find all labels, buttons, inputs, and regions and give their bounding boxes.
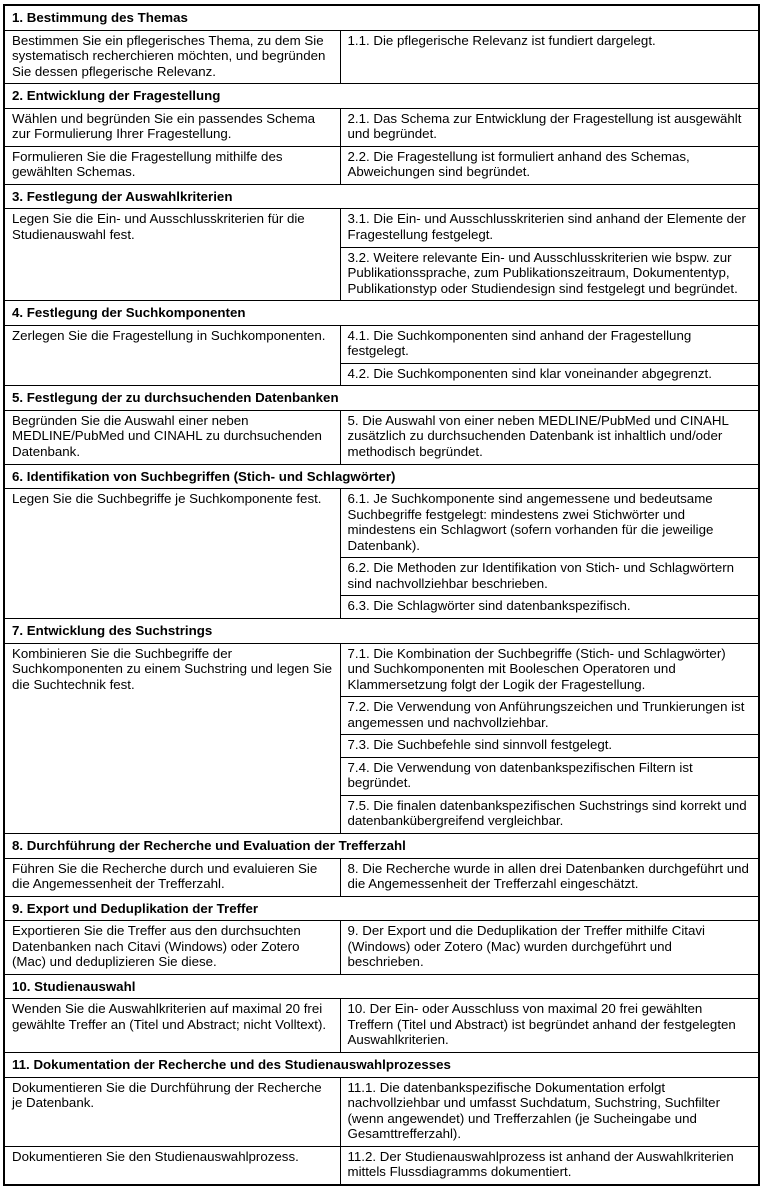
criterion-cell: 7.1. Die Kombination der Suchbegriffe (Stich- und Schlagwörter) und Suchkomponenten mit Booleschen Operatoren und Klammersetzung folgt der Logik der Fragestellung. (340, 643, 759, 697)
table-row (4, 325, 759, 363)
criterion-cell: 3.2. Weitere relevante Ein- und Ausschlusskriterien wie bspw. zur Publikationssprache, zum Publikationszeitraum, Dokumententyp, Publikationstyp oder Studiendesign sind festgelegt und begründet. (340, 247, 759, 301)
section-title: 1. Bestimmung des Themas (4, 5, 759, 30)
criterion-cell: 9. Der Export und die Deduplikation der Treffer mithilfe Citavi (Windows) oder Zotero (Mac) wurden durchgeführt und beschrieben. (340, 921, 759, 975)
criterion-cell: 6.1. Je Suchkomponente sind angemessene und bedeutsame Suchbegriffe festgelegt: mindestens zwei Stichwörter und mindestens ein Schlagwort (sofern vorhanden für die jeweilige Datenbank). (340, 489, 759, 558)
criterion-cell: 7.5. Die finalen datenbankspezifischen Suchstrings sind korrekt und datenbankübergreifend vergleichbar. (340, 795, 759, 833)
section-header-row (4, 84, 759, 109)
criterion-cell: 11.1. Die datenbankspezifische Dokumentation erfolgt nachvollziehbar und umfasst Suchdatum, Suchstring, Suchfilter (wenn angewendet) und Trefferzahlen (je Sucheingabe und Gesamttrefferzahl). (340, 1077, 759, 1146)
criterion-cell: 7.2. Die Verwendung von Anführungszeichen und Trunkierungen ist angemessen und nachvollziehbar. (340, 697, 759, 735)
section-title: 8. Durchführung der Recherche und Evaluation der Trefferzahl (4, 833, 759, 858)
section-header-row (4, 301, 759, 326)
section-header-row (4, 974, 759, 999)
criterion-cell: 10. Der Ein- oder Ausschluss von maximal 20 frei gewählten Treffern (Titel und Abstract) ist begründet anhand der festgelegten Auswahlkriterien. (340, 999, 759, 1053)
table-row (4, 489, 759, 558)
table-row (4, 858, 759, 896)
table-row (4, 209, 759, 247)
criterion-cell: 3.1. Die Ein- und Ausschlusskriterien sind anhand der Elemente der Fragestellung festgelegt. (340, 209, 759, 247)
criterion-cell: 5. Die Auswahl von einer neben MEDLINE/PubMed und CINAHL zusätzlich zu durchsuchenden Datenbank ist inhaltlich und/oder methodisch begründet. (340, 410, 759, 464)
table-row (4, 410, 759, 464)
task-cell: Bestimmen Sie ein pflegerisches Thema, zu dem Sie systematisch recherchieren möchten, und begründen Sie dessen pflegerische Relevanz. (4, 30, 340, 84)
task-cell: Dokumentieren Sie die Durchführung der Recherche je Datenbank. (4, 1077, 340, 1146)
section-title: 6. Identifikation von Suchbegriffen (Stich- und Schlagwörter) (4, 464, 759, 489)
criterion-cell: 11.2. Der Studienauswahlprozess ist anhand der Auswahlkriterien mittels Flussdiagramms dokumentiert. (340, 1146, 759, 1185)
section-title: 2. Entwicklung der Fragestellung (4, 84, 759, 109)
table-row (4, 643, 759, 697)
table-row (4, 30, 759, 84)
section-title: 9. Export und Deduplikation der Treffer (4, 896, 759, 921)
task-cell: Wenden Sie die Auswahlkriterien auf maximal 20 frei gewählte Treffer an (Titel und Abstract; nicht Volltext). (4, 999, 340, 1053)
section-title: 3. Festlegung der Auswahlkriterien (4, 184, 759, 209)
table-row (4, 146, 759, 184)
criterion-cell: 7.3. Die Suchbefehle sind sinnvoll festgelegt. (340, 735, 759, 758)
task-cell: Wählen und begründen Sie ein passendes Schema zur Formulierung Ihrer Fragestellung. (4, 108, 340, 146)
section-header-row (4, 896, 759, 921)
section-title: 7. Entwicklung des Suchstrings (4, 618, 759, 643)
task-cell: Formulieren Sie die Fragestellung mithilfe des gewählten Schemas. (4, 146, 340, 184)
task-cell: Zerlegen Sie die Fragestellung in Suchkomponenten. (4, 325, 340, 386)
table-row (4, 1077, 759, 1146)
section-header-row (4, 1052, 759, 1077)
section-header-row (4, 184, 759, 209)
section-header-row (4, 464, 759, 489)
section-header-row (4, 386, 759, 411)
criterion-cell: 7.4. Die Verwendung von datenbankspezifischen Filtern ist begründet. (340, 757, 759, 795)
criterion-cell: 4.2. Die Suchkomponenten sind klar voneinander abgegrenzt. (340, 363, 759, 386)
table-row (4, 108, 759, 146)
criterion-cell: 6.3. Die Schlagwörter sind datenbankspezifisch. (340, 596, 759, 619)
task-cell: Führen Sie die Recherche durch und evaluieren Sie die Angemessenheit der Trefferzahl. (4, 858, 340, 896)
criterion-cell: 2.1. Das Schema zur Entwicklung der Fragestellung ist ausgewählt und begründet. (340, 108, 759, 146)
table-row (4, 921, 759, 975)
criterion-cell: 8. Die Recherche wurde in allen drei Datenbanken durchgeführt und die Angemessenheit der Trefferzahl eingeschätzt. (340, 858, 759, 896)
section-header-row (4, 5, 759, 30)
section-header-row (4, 833, 759, 858)
criterion-cell: 4.1. Die Suchkomponenten sind anhand der Fragestellung festgelegt. (340, 325, 759, 363)
criterion-cell: 6.2. Die Methoden zur Identifikation von Stich- und Schlagwörtern sind nachvollziehbar beschrieben. (340, 558, 759, 596)
task-cell: Kombinieren Sie die Suchbegriffe der Suchkomponenten zu einem Suchstring und legen Sie die Suchtechnik fest. (4, 643, 340, 833)
task-cell: Begründen Sie die Auswahl einer neben MEDLINE/PubMed und CINAHL zu durchsuchenden Datenbank. (4, 410, 340, 464)
task-cell: Dokumentieren Sie den Studienauswahlprozess. (4, 1146, 340, 1185)
task-cell: Legen Sie die Suchbegriffe je Suchkomponente fest. (4, 489, 340, 619)
section-title: 10. Studienauswahl (4, 974, 759, 999)
section-header-row (4, 618, 759, 643)
section-title: 4. Festlegung der Suchkomponenten (4, 301, 759, 326)
section-title: 5. Festlegung der zu durchsuchenden Datenbanken (4, 386, 759, 411)
task-cell: Exportieren Sie die Treffer aus den durchsuchten Datenbanken nach Citavi (Windows) oder Zotero (Mac) und deduplizieren Sie diese. (4, 921, 340, 975)
criterion-cell: 1.1. Die pflegerische Relevanz ist fundiert dargelegt. (340, 30, 759, 84)
section-title: 11. Dokumentation der Recherche und des Studienauswahlprozesses (4, 1052, 759, 1077)
task-cell: Legen Sie die Ein- und Ausschlusskriterien für die Studienauswahl fest. (4, 209, 340, 301)
table-row (4, 1146, 759, 1185)
assessment-criteria-table (3, 4, 760, 1186)
criterion-cell: 2.2. Die Fragestellung ist formuliert anhand des Schemas, Abweichungen sind begründet. (340, 146, 759, 184)
table-row (4, 999, 759, 1053)
